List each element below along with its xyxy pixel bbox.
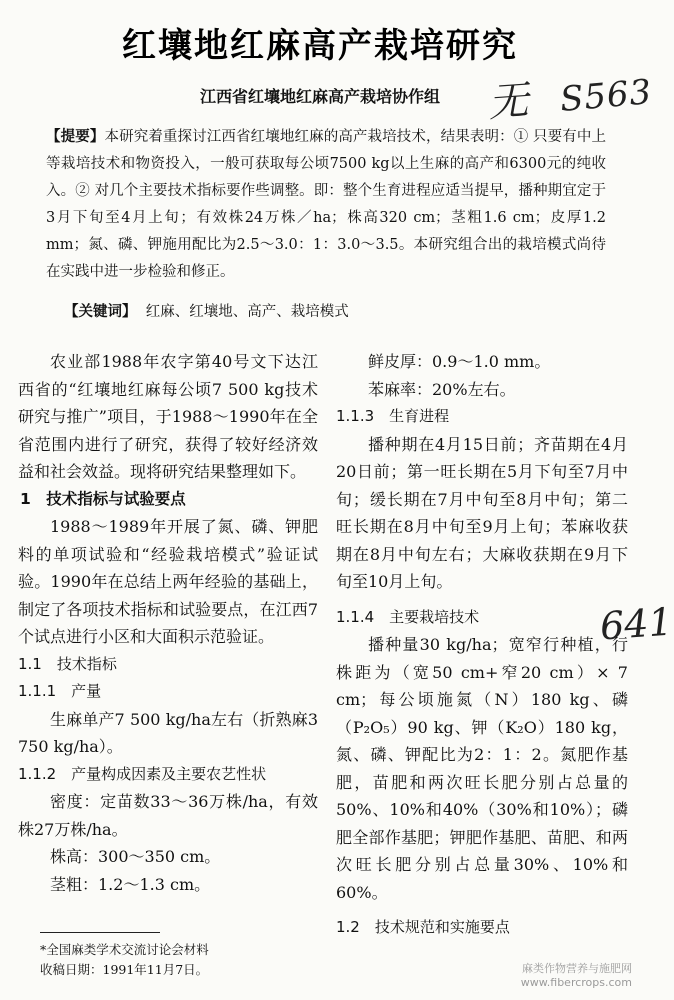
height-item: 株高：300～350 cm。 [50, 847, 221, 866]
growth-stage-paragraph: 播种期在4月15日前；齐苗期在4月20日前；第一旺长期在5月下旬至7月中旬；缓长期在7月中旬至8月中旬；第二旺长期在8月中旬至9月上旬；苯麻收获期在8月中旬左右；大麻收获期在9月下旬至10月上旬。 [336, 434, 628, 591]
section-heading-1-2: 1.2 技术规范和实施要点 [336, 918, 510, 936]
abstract-label: 【提要】 [46, 129, 105, 145]
keywords-label: 【关键词】 [64, 304, 137, 320]
cultivation-paragraph: 播种量30 kg/ha；宽窄行种植，行株距为（宽50 cm+窄20 cm）× 7 cm；每公顷施氮（N）180 kg、磷（P₂O₅）90 kg、钾（K₂O）180 kg，氮、磷、钾配比为2：1：2。氮肥作基肥，苗肥和两次旺长肥分别占总量的50%、10%和40%（30%和10%）；磷肥全部作基肥；钾肥作基肥、苗肥、和两次旺长肥分别占总量30%、10%和60%。 [336, 635, 628, 902]
abstract-text: 本研究着重探讨江西省红壤地红麻的高产栽培技术，结果表明：① 只要有中上等栽培技术和物资投入，一般可获取每公顷7500 kg以上生麻的高产和6300元的纯收入。② 对几个主要技术指标要作些调整。即：整个生育进程应适当提早，播种期宜定于3月下旬至4月上旬；有效株24万株／ha；株高320 cm；茎粗1.6 cm；皮厚1.2 mm；氮、磷、钾施用配比为2.5～3.0：1：3.0～3.5。本研究组合出的栽培模式尚待在实践中进一步检验和修正。 [46, 129, 607, 280]
watermark-url: www.fibercrops.com [520, 976, 632, 989]
section-heading-1-1-2: 1.1.2 产量构成因素及主要农艺性状 [18, 764, 267, 783]
footnote-divider [40, 932, 160, 933]
watermark-name: 麻类作物营养与施肥网 [522, 962, 632, 975]
intro-paragraph: 农业部1988年农字第40号文下达江西省的“红壤地红麻每公顷7 500 kg技术研究与推广”项目，于1988～1990年在全省范围内进行了研究，获得了较好经济效益和社会效益。现将研究结果整理如下。 [18, 352, 318, 481]
section-heading-1: 1 技术指标与试验要点 [20, 489, 186, 508]
section-heading-1-1-1: 1.1.1 产量 [18, 682, 102, 700]
footnote [40, 940, 300, 980]
abstract [46, 124, 606, 286]
author-affiliation: 江西省红壤地红麻高产栽培协作组 [199, 87, 440, 106]
section-heading-1-1: 1.1 技术指标 [18, 654, 117, 673]
yield-paragraph: 生麻单产7 500 kg/ha左右（折熟麻3 750 kg/ha）。 [18, 709, 318, 756]
fiber-rate-item: 苯麻率：20%左右。 [368, 379, 516, 399]
bark-item: 鲜皮厚：0.9～1.0 mm。 [368, 352, 551, 371]
density-item: 密度：定苗数33～36万株/ha，有效株27万株/ha。 [18, 792, 318, 839]
handwritten-page-number: 641 [598, 599, 674, 649]
handwritten-catalog-code: S563 [558, 72, 654, 120]
keywords-text: 红麻、红壤地、高产、栽培模式 [145, 304, 349, 320]
paper-title: 红壤地红麻高产栽培研究 [122, 26, 518, 66]
left-column [18, 348, 318, 898]
handwritten-mark: 无 [486, 77, 530, 127]
stem-item: 茎粗：1.2～1.3 cm。 [50, 874, 211, 894]
right-column [336, 348, 628, 942]
footnote-source: *全国麻类学术交流讨论会材料 [40, 942, 209, 957]
section-1-paragraph: 1988～1989年开展了氮、磷、钾肥料的单项试验和“经验栽培模式”验证试验。1990年在总结上两年经验的基础上，制定了各项技术指标和试验要点，在江西7个试点进行小区和大面积示范验证。 [18, 517, 318, 646]
watermark [521, 962, 632, 990]
section-heading-1-1-3: 1.1.3 生育进程 [336, 407, 450, 425]
footnote-received-date: 收稿日期：1991年11月7日。 [40, 962, 209, 977]
keywords [64, 302, 604, 322]
section-heading-1-1-4: 1.1.4 主要栽培技术 [336, 607, 480, 626]
